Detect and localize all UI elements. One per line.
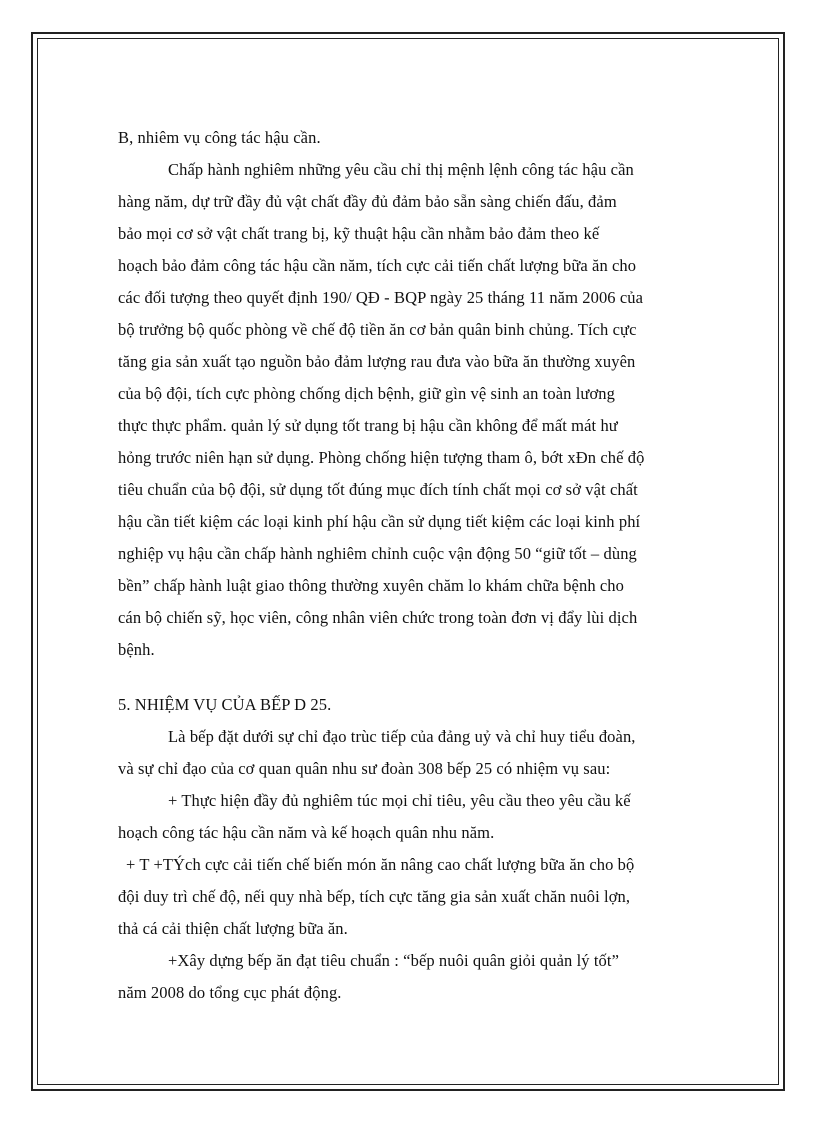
paragraph-line: bền” chấp hành luật giao thông thường xuyên chăm lo khám chữa bệnh cho [118, 576, 625, 595]
paragraph-line: Là bếp đặt dưới sự chỉ đạo trùc tiếp của đảng uỷ và chỉ huy tiểu đoàn, [168, 727, 636, 746]
paragraph-line: và sự chỉ đạo của cơ quan quân nhu sư đoàn 308 bếp 25 có nhiệm vụ sau: [118, 759, 611, 778]
paragraph-line: thực thực phẩm. quản lý sử dụng tốt trang bị hậu cần không để mất mát hư [118, 416, 618, 435]
paragraph-line: năm 2008 do tổng cục phát động. [118, 983, 342, 1002]
section-b-heading: B, nhiêm vụ công tác hậu cần. [118, 128, 321, 147]
paragraph-line: bệnh. [118, 640, 155, 659]
paragraph-line: của bộ đội, tích cực phòng chống dịch bệnh, giữ gìn vệ sinh an toàn lương [118, 384, 615, 403]
section-b-paragraph [118, 154, 698, 666]
paragraph-line: hoạch công tác hậu cần năm và kế hoạch quân nhu năm. [118, 823, 495, 842]
paragraph-line: +Xây dựng bếp ăn đạt tiêu chuẩn : “bếp nuôi quân giỏi quản lý tốt” [168, 951, 619, 970]
paragraph-line: hàng năm, dự trữ đầy đủ vật chất đầy đủ đảm bảo sẵn sàng chiến đấu, đảm [118, 192, 617, 211]
list-item [118, 785, 698, 849]
paragraph-line: bộ trưởng bộ quốc phòng về chế độ tiền ăn cơ bản quân binh chủng. Tích cực [118, 320, 637, 339]
paragraph-line: hậu cần tiết kiệm các loại kinh phí hậu cần sử dụng tiết kiệm các loại kinh phí [118, 512, 641, 531]
section-5-heading: 5. NHIỆM VỤ CỦA BẾP D 25. [118, 695, 332, 714]
list-item [118, 945, 698, 1009]
paragraph-line: bảo mọi cơ sở vật chất trang bị, kỹ thuật hậu cần nhằm bảo đảm theo kế [118, 224, 600, 243]
section-5-intro [118, 721, 698, 785]
paragraph-line: nghiệp vụ hậu cần chấp hành nghiêm chỉnh cuộc vận động 50 “giữ tốt – dùng [118, 544, 637, 563]
list-item [118, 849, 698, 945]
paragraph-line: cán bộ chiến sỹ, học viên, công nhân viên chức trong toàn đơn vị đẩy lùi dịch [118, 608, 638, 627]
paragraph-line: tiêu chuẩn của bộ đội, sử dụng tốt đúng mục đích tính chất mọi cơ sở vật chất [118, 480, 638, 499]
paragraph-line: thả cá cải thiện chất lượng bữa ăn. [118, 919, 348, 938]
paragraph-line: đội duy trì chế độ, nếi quy nhà bếp, tích cực tăng gia sản xuất chăn nuôi lợn, [118, 887, 631, 906]
paragraph-line: hỏng trước niên hạn sử dụng. Phòng chống hiện tượng tham ô, bớt xÐn chế độ [118, 448, 645, 467]
paragraph-line: các đối tượng theo quyết định 190/ QĐ - BQP ngày 25 tháng 11 năm 2006 của [118, 288, 644, 307]
paragraph-line: Chấp hành nghiêm những yêu cầu chỉ thị mệnh lệnh công tác hậu cần [168, 160, 634, 179]
paragraph-line: tăng gia sản xuất tạo nguồn bảo đảm lượng rau đưa vào bữa ăn thường xuyên [118, 352, 636, 371]
section-spacer [118, 666, 698, 689]
paragraph-line: + T +TÝch cực cải tiến chế biến món ăn nâng cao chất lượng bữa ăn cho bộ [126, 855, 635, 874]
paragraph-line: + Thực hiện đầy đủ nghiêm túc mọi chỉ tiêu, yêu cầu theo yêu cầu kế [168, 791, 631, 810]
paragraph-line: hoạch bảo đảm công tác hậu cần năm, tích cực cải tiến chất lượng bữa ăn cho [118, 256, 637, 275]
document-body [118, 122, 698, 1009]
